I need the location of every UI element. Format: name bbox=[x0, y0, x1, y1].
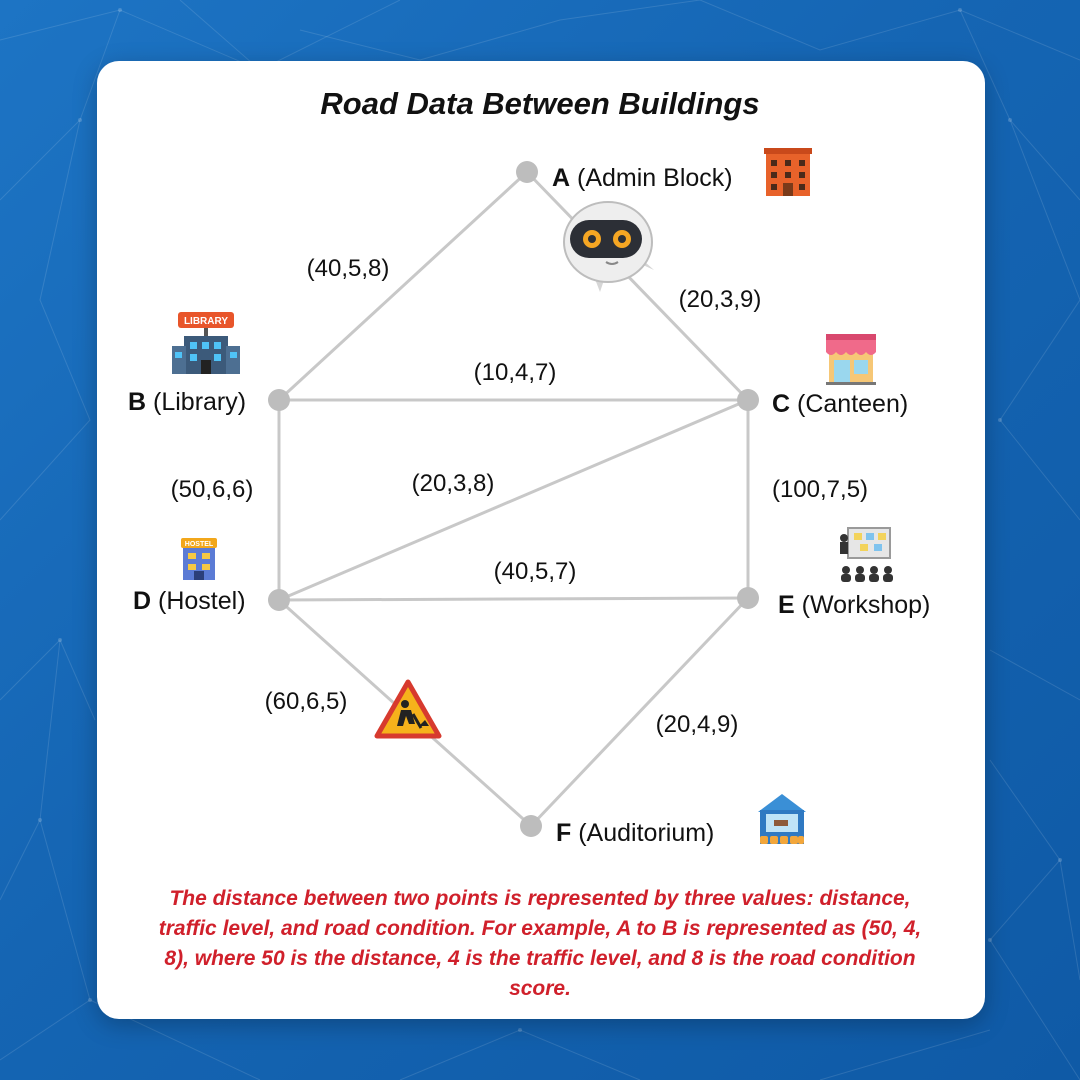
edge-label-a-c: (20,3,9) bbox=[678, 286, 762, 313]
node-label-b bbox=[128, 388, 246, 416]
node-label-c bbox=[772, 390, 908, 418]
library-icon bbox=[172, 312, 240, 374]
workshop-presentation-icon bbox=[840, 528, 893, 582]
shop-icon bbox=[826, 334, 876, 385]
node-id-c: C bbox=[772, 390, 791, 418]
node-label-e bbox=[778, 591, 930, 619]
node-id-d: D bbox=[133, 587, 152, 615]
node-label-f bbox=[556, 819, 714, 847]
edge-label-b-c: (10,4,7) bbox=[473, 359, 557, 386]
node-name-c: (Canteen) bbox=[797, 390, 909, 418]
hostel-icon bbox=[181, 538, 217, 580]
edge-label-c-e: (100,7,5) bbox=[771, 476, 869, 503]
node-id-f: F bbox=[556, 819, 572, 847]
node-a bbox=[516, 161, 538, 183]
hostel-sign-text: HOSTEL bbox=[184, 541, 214, 548]
node-c bbox=[737, 389, 759, 411]
office-building-icon bbox=[764, 148, 812, 196]
node-b bbox=[268, 389, 290, 411]
explanation-note: The distance between two points is represented by three values: distance, traffic level, and road condition. For example, A to B is represented as (50, 4, 8), where 50 is the distance, 4 is the traffic level, and 8 is the road condition score. bbox=[158, 887, 922, 1000]
edge-label-c-d: (20,3,8) bbox=[411, 470, 495, 497]
node-name-e: (Workshop) bbox=[801, 591, 931, 619]
node-label-a bbox=[552, 164, 733, 192]
robot-icon bbox=[564, 202, 654, 292]
edge-label-e-f: (20,4,9) bbox=[655, 711, 739, 738]
diagram-title: Road Data Between Buildings bbox=[320, 86, 760, 121]
edge-label-d-f: (60,6,5) bbox=[264, 688, 348, 715]
node-id-a: A bbox=[552, 164, 571, 192]
node-name-d: (Hostel) bbox=[158, 587, 246, 615]
edge-label-d-e: (40,5,7) bbox=[493, 558, 577, 585]
node-name-f: (Auditorium) bbox=[578, 819, 715, 847]
edge-label-a-b: (40,5,8) bbox=[306, 255, 390, 282]
node-label-d bbox=[133, 587, 246, 615]
auditorium-stage-icon bbox=[758, 794, 806, 844]
node-name-a: (Admin Block) bbox=[577, 164, 733, 192]
node-id-b: B bbox=[128, 388, 147, 416]
edge-label-b-d: (50,6,6) bbox=[170, 476, 254, 503]
node-name-b: (Library) bbox=[153, 388, 247, 416]
node-id-e: E bbox=[778, 591, 795, 619]
node-d bbox=[268, 589, 290, 611]
road-work-sign-icon bbox=[377, 682, 439, 736]
library-sign-text: LIBRARY bbox=[183, 316, 229, 327]
edge-d-e bbox=[279, 598, 748, 600]
node-e bbox=[737, 587, 759, 609]
node-f bbox=[520, 815, 542, 837]
